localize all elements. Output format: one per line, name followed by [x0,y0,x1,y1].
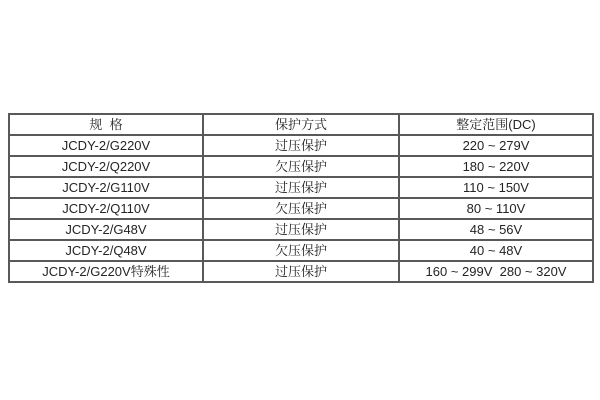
cell-range: 48 ~ 56V [399,219,593,240]
cell-model: JCDY-2/G48V [9,219,203,240]
cell-protection: 过压保护 [203,219,399,240]
cell-model: JCDY-2/G220V特殊性 [9,261,203,282]
cell-model: JCDY-2/Q220V [9,156,203,177]
cell-range: 110 ~ 150V [399,177,593,198]
cell-protection: 过压保护 [203,261,399,282]
cell-protection: 欠压保护 [203,240,399,261]
cell-protection: 欠压保护 [203,156,399,177]
cell-model: JCDY-2/G220V [9,135,203,156]
cell-range: 160 ~ 299V 280 ~ 320V [399,261,593,282]
cell-range: 40 ~ 48V [399,240,593,261]
cell-range: 180 ~ 220V [399,156,593,177]
table-row [9,219,593,240]
table-row [9,135,593,156]
table-row [9,177,593,198]
table-row [9,261,593,282]
cell-protection: 过压保护 [203,177,399,198]
header-protection-mode: 保护方式 [203,114,399,135]
table-row [9,240,593,261]
spec-table [8,113,594,283]
table-row [9,198,593,219]
cell-model: JCDY-2/G110V [9,177,203,198]
cell-protection: 欠压保护 [203,198,399,219]
cell-range: 80 ~ 110V [399,198,593,219]
table-row [9,156,593,177]
cell-model: JCDY-2/Q48V [9,240,203,261]
cell-protection: 过压保护 [203,135,399,156]
cell-range: 220 ~ 279V [399,135,593,156]
cell-model: JCDY-2/Q110V [9,198,203,219]
header-setting-range-dc: 整定范围(DC) [399,114,593,135]
header-spec: 规 格 [9,114,203,135]
table-header-row [9,114,593,135]
